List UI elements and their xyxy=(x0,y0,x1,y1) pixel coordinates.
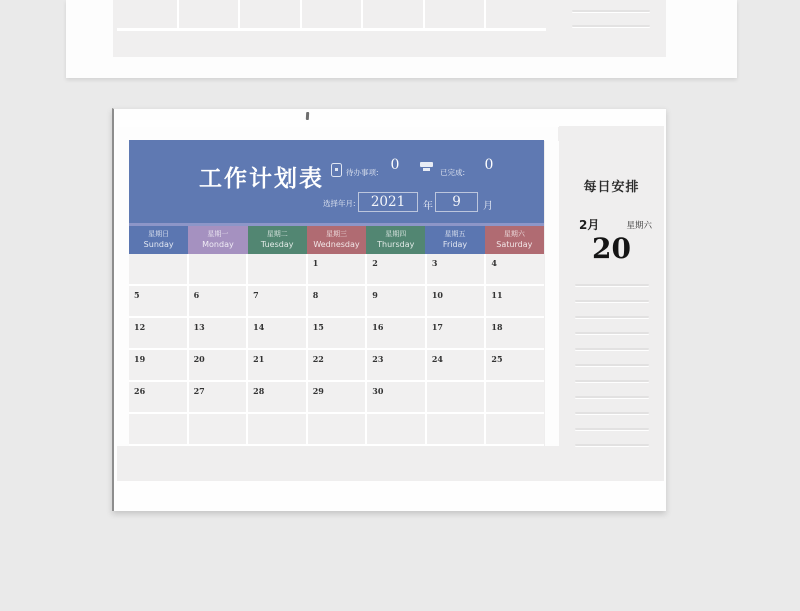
date-cell-empty[interactable] xyxy=(129,414,187,444)
weekday-en-label: Thursday xyxy=(377,240,415,249)
calendar-header xyxy=(129,140,544,223)
date-cell-15[interactable]: 15 xyxy=(308,318,366,348)
date-cell-26[interactable]: 26 xyxy=(129,382,187,412)
daily-schedule-panel xyxy=(559,126,664,481)
previous-grid-cell xyxy=(240,0,300,28)
note-line xyxy=(575,396,649,398)
note-line xyxy=(572,10,650,12)
date-cell-empty[interactable] xyxy=(486,414,544,444)
note-line xyxy=(575,300,649,302)
date-cell-8[interactable]: 8 xyxy=(308,286,366,316)
previous-grid-cell xyxy=(486,0,546,28)
date-cell-28[interactable]: 28 xyxy=(248,382,306,412)
date-cell-14[interactable]: 14 xyxy=(248,318,306,348)
date-cell-empty[interactable] xyxy=(129,254,187,284)
date-cell-22[interactable]: 22 xyxy=(308,350,366,380)
weekday-zh-label: 星期一 xyxy=(207,230,229,238)
date-cell-empty[interactable] xyxy=(486,382,544,412)
date-cell-empty[interactable] xyxy=(308,414,366,444)
date-cell-empty[interactable] xyxy=(248,414,306,444)
printer-icon xyxy=(420,161,433,175)
date-cell-27[interactable]: 27 xyxy=(189,382,247,412)
previous-calendar-last-row xyxy=(117,0,546,31)
date-cell-1[interactable]: 1 xyxy=(308,254,366,284)
daily-weekday-label: 星期六 xyxy=(626,221,652,231)
year-input[interactable]: 2021 xyxy=(358,192,418,212)
weekday-zh-label: 星期四 xyxy=(385,230,407,238)
date-cell-13[interactable]: 13 xyxy=(189,318,247,348)
date-cell-empty[interactable] xyxy=(248,254,306,284)
date-cell-19[interactable]: 19 xyxy=(129,350,187,380)
daily-month-label: 2月 xyxy=(579,218,600,232)
date-cell-9[interactable]: 9 xyxy=(367,286,425,316)
note-line xyxy=(575,348,649,350)
weekday-header-sunday xyxy=(129,226,188,254)
note-line xyxy=(575,412,649,414)
date-cell-3[interactable]: 3 xyxy=(427,254,485,284)
month-unit-label: 月 xyxy=(483,201,493,212)
date-cell-16[interactable]: 16 xyxy=(367,318,425,348)
weekday-en-label: Saturday xyxy=(496,240,533,249)
previous-grid-cell xyxy=(179,0,239,28)
weekday-en-label: Tuesday xyxy=(260,240,294,249)
date-cell-20[interactable]: 20 xyxy=(189,350,247,380)
note-line xyxy=(572,25,650,27)
date-cell-empty[interactable] xyxy=(427,414,485,444)
date-cell-empty[interactable] xyxy=(367,414,425,444)
sheet-left-margin xyxy=(117,141,129,446)
weekday-header-thursday xyxy=(366,226,425,254)
previous-grid-cell xyxy=(425,0,485,28)
note-line xyxy=(575,364,649,366)
weekday-header-friday xyxy=(425,226,484,254)
select-year-month-label: 选择年月: xyxy=(323,199,356,208)
date-cell-empty[interactable] xyxy=(189,254,247,284)
page-top-mark xyxy=(306,112,309,120)
date-cell-21[interactable]: 21 xyxy=(248,350,306,380)
weekday-en-label: Wednesday xyxy=(313,240,360,249)
daily-note-lines xyxy=(575,284,649,460)
previous-page xyxy=(66,0,737,78)
weekday-header-tuesday xyxy=(248,226,307,254)
weekday-zh-label: 星期六 xyxy=(503,230,525,238)
page-title: 工作计划表 xyxy=(199,165,324,192)
note-line xyxy=(575,316,649,318)
date-cell-7[interactable]: 7 xyxy=(248,286,306,316)
date-cell-10[interactable]: 10 xyxy=(427,286,485,316)
note-line xyxy=(575,380,649,382)
month-input[interactable]: 9 xyxy=(435,192,478,212)
previous-grid-cell xyxy=(302,0,362,28)
weekday-header-monday xyxy=(188,226,247,254)
date-cell-6[interactable]: 6 xyxy=(189,286,247,316)
todo-label: 待办事项: xyxy=(346,168,379,177)
date-cell-18[interactable]: 18 xyxy=(486,318,544,348)
date-cell-empty[interactable] xyxy=(427,382,485,412)
note-line xyxy=(575,332,649,334)
calendar xyxy=(129,140,544,446)
weekday-zh-label: 星期五 xyxy=(444,230,466,238)
previous-grid-cell xyxy=(117,0,177,28)
weekday-en-label: Monday xyxy=(202,240,234,249)
todo-icon xyxy=(331,163,342,177)
date-cell-12[interactable]: 12 xyxy=(129,318,187,348)
weekday-zh-label: 星期二 xyxy=(266,230,288,238)
note-line xyxy=(575,284,649,286)
date-cell-30[interactable]: 30 xyxy=(367,382,425,412)
date-cell-11[interactable]: 11 xyxy=(486,286,544,316)
date-cell-24[interactable]: 24 xyxy=(427,350,485,380)
weekday-zh-label: 星期日 xyxy=(148,230,170,238)
done-label: 已完成: xyxy=(440,168,466,177)
date-cell-25[interactable]: 25 xyxy=(486,350,544,380)
todo-count: 0 xyxy=(390,157,400,173)
sheet-gap-column xyxy=(545,141,559,446)
date-cell-2[interactable]: 2 xyxy=(367,254,425,284)
year-unit-label: 年 xyxy=(423,201,433,212)
date-cell-5[interactable]: 5 xyxy=(129,286,187,316)
previous-grid-cell xyxy=(363,0,423,28)
done-count: 0 xyxy=(484,157,494,173)
previous-calendar-sheet xyxy=(113,0,666,57)
work-plan-page xyxy=(112,108,666,511)
date-cell-empty[interactable] xyxy=(189,414,247,444)
date-grid xyxy=(129,254,544,446)
date-cell-23[interactable]: 23 xyxy=(367,350,425,380)
note-line xyxy=(575,444,649,446)
daily-schedule-title: 每日安排 xyxy=(583,180,640,195)
note-line xyxy=(575,428,649,430)
date-cell-29[interactable]: 29 xyxy=(308,382,366,412)
daily-day-number: 20 xyxy=(592,232,631,265)
date-cell-17[interactable]: 17 xyxy=(427,318,485,348)
date-cell-4[interactable]: 4 xyxy=(486,254,544,284)
weekday-header-row xyxy=(129,226,544,254)
weekday-zh-label: 星期三 xyxy=(325,230,347,238)
previous-daily-lines xyxy=(572,10,650,40)
weekday-en-label: Sunday xyxy=(143,240,174,249)
weekday-en-label: Friday xyxy=(442,240,468,249)
weekday-header-saturday xyxy=(485,226,544,254)
weekday-header-wednesday xyxy=(307,226,366,254)
